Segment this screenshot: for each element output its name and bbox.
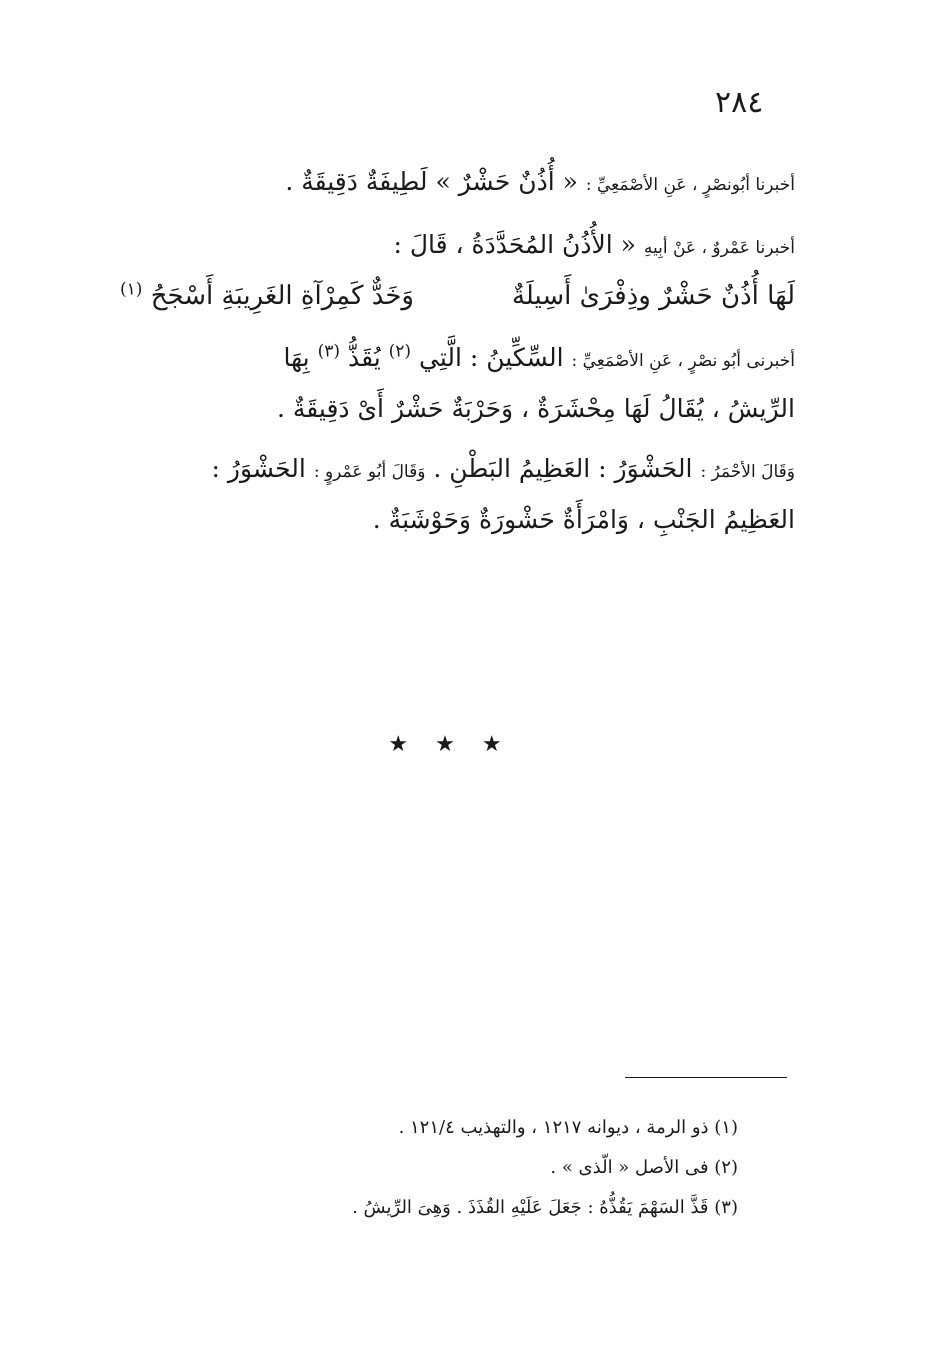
footnote-1: (١) ذو الرمة ، ديوانه ١٢١٧ ، والتهذيب ١٢١/٤ . [398, 1117, 738, 1138]
paragraph-2-intro: أخبرنا عَمْروٌ ، عَنْ أبِيهِ [643, 238, 795, 258]
paragraph-3-text-a: السِّكِّينُ : الَّتِي [419, 343, 564, 372]
footnote-ref-1: (١) [120, 279, 143, 300]
verse-hemistich-1: لَهَا أُذُنٌ حَشْرٌ وذِفْرَىٰ أَسِيلَةٌ [511, 281, 795, 311]
paragraph-2-text: « الأُذُنُ المُحَدَّدَةُ ، قَالَ : [393, 230, 636, 259]
paragraph-3-line-2: الرِّيشُ ، يُقَالُ لَهَا مِحْشَرَةٌ ، وَحَرْبَةٌ حَشْرٌ أَىْ دَقِيقَةٌ . [276, 394, 795, 423]
footnote-ref-2: (٢) [388, 341, 412, 362]
section-separator: ★ ★ ★ [388, 732, 512, 757]
page-number: ٢٨٤ [715, 85, 764, 120]
paragraph-1-text: « أُذُنٌ حَشْرٌ » لَطِيفَةٌ دَقِيقَةٌ . [285, 167, 578, 196]
verse-hemistich-2: وَخَدٌّ كَمِرْآةِ الغَرِيبَةِ أَسْجَحُ [150, 281, 414, 311]
paragraph-4-line-2: العَظِيمُ الجَنْبِ ، وَامْرَأَةٌ حَشْورَةٌ وَحَوْشَبَةٌ . [372, 505, 795, 534]
footnote-3: (٣) قَذَّ السَهْمَ يَقُذُّهُ : جَعَلَ عَلَيْهِ القُذَذَ . وَهِىَ الرِّيشُ . [352, 1197, 738, 1218]
paragraph-3-intro: أخبرنى أبُو نصْرٍ ، عَنِ الأصْمَعِيِّ : [571, 351, 795, 371]
footnotes [200, 1108, 738, 1228]
paragraph-1-intro: أخبرنا أبُونصْرٍ ، عَنِ الأصْمَعِيِّ : [585, 175, 795, 195]
paragraph-4-intro: وَقَالَ الأحْمَرُ : [700, 462, 795, 482]
poetry-verse [120, 272, 795, 320]
paragraph-3-text-c: بِهَا [283, 343, 310, 372]
paragraph-2 [120, 221, 795, 272]
paragraph-3-line-1 [120, 334, 795, 385]
main-text [120, 158, 795, 556]
paragraph-4 [120, 445, 795, 544]
paragraph-4-line-1 [120, 445, 795, 496]
footnote-ref-3: (٣) [317, 341, 340, 362]
paragraph-4-intro-2: وَقَالَ أبُو عَمْروٍ : [313, 462, 426, 482]
footnote-2: (٢) فى الأصل « الّذى » . [550, 1157, 738, 1178]
paragraph-4-text-a: الحَشْوَرُ : العَظِيمُ البَطْنِ . [433, 454, 693, 483]
verse-hemistich-2-wrap [120, 272, 414, 320]
paragraph-1 [120, 158, 795, 209]
footnote-divider [625, 1077, 787, 1078]
paragraph-3 [120, 334, 795, 433]
paragraph-4-text-b: الحَشْوَرُ : [211, 454, 306, 483]
paragraph-3-text-b: يُقَذُّ [347, 343, 381, 372]
